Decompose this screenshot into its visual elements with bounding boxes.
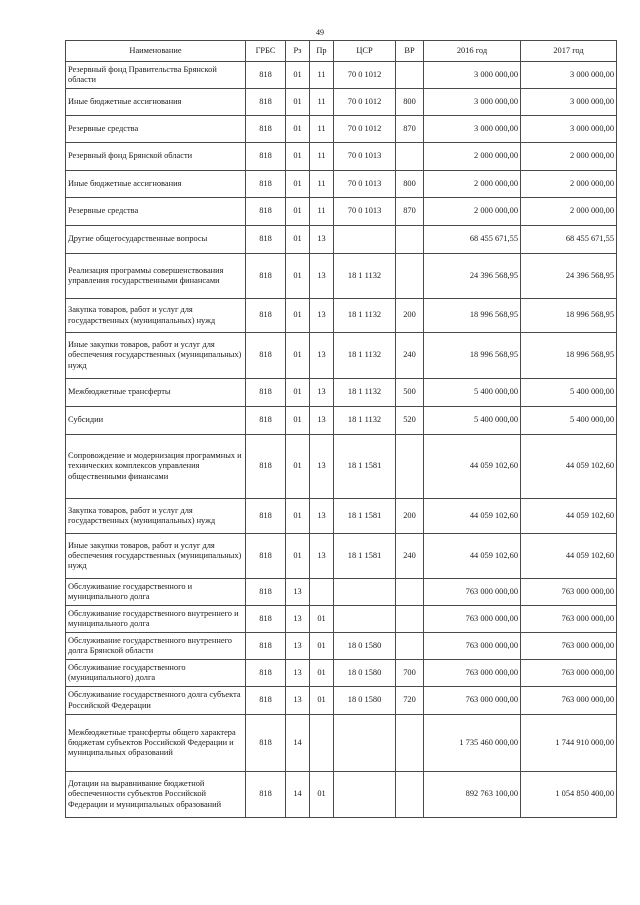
- cell-y2016: 892 763 100,00: [424, 772, 521, 818]
- cell-pr: 13: [310, 534, 334, 579]
- cell-y2016: 2 000 000,00: [424, 171, 521, 198]
- cell-y2017: 763 000 000,00: [521, 660, 617, 687]
- cell-pr: 13: [310, 254, 334, 299]
- cell-y2016: 3 000 000,00: [424, 89, 521, 116]
- cell-rz: 13: [286, 660, 310, 687]
- table-row: [66, 499, 617, 534]
- cell-csr: [334, 579, 396, 606]
- cell-rz: 13: [286, 687, 310, 715]
- cell-rz: 01: [286, 226, 310, 254]
- cell-name: Межбюджетные трансферты общего характера бюджетам субъектов Российской Федерации и муниципальных образований: [66, 715, 246, 772]
- cell-y2016: 18 996 568,95: [424, 299, 521, 333]
- cell-pr: 11: [310, 171, 334, 198]
- table-row: [66, 772, 617, 818]
- table-row: [66, 407, 617, 435]
- cell-pr: 13: [310, 299, 334, 333]
- cell-csr: 70 0 1013: [334, 198, 396, 226]
- cell-grbs: 818: [246, 715, 286, 772]
- cell-grbs: 818: [246, 116, 286, 143]
- table-row: [66, 660, 617, 687]
- cell-rz: 13: [286, 579, 310, 606]
- header-vr: ВР: [396, 41, 424, 62]
- cell-name: Иные закупки товаров, работ и услуг для обеспечения государственных (муниципальных) нужд: [66, 333, 246, 379]
- header-pr: Пр: [310, 41, 334, 62]
- cell-grbs: 818: [246, 333, 286, 379]
- cell-y2017: 763 000 000,00: [521, 606, 617, 633]
- cell-grbs: 818: [246, 435, 286, 499]
- cell-vr: 700: [396, 660, 424, 687]
- cell-grbs: 818: [246, 143, 286, 171]
- cell-y2017: 68 455 671,55: [521, 226, 617, 254]
- cell-rz: 01: [286, 89, 310, 116]
- cell-pr: 11: [310, 143, 334, 171]
- cell-grbs: 818: [246, 633, 286, 660]
- cell-pr: 11: [310, 198, 334, 226]
- cell-grbs: 818: [246, 379, 286, 407]
- cell-y2017: 24 396 568,95: [521, 254, 617, 299]
- cell-pr: 01: [310, 606, 334, 633]
- table-row: [66, 379, 617, 407]
- header-2016: 2016 год: [424, 41, 521, 62]
- cell-grbs: 818: [246, 226, 286, 254]
- cell-rz: 01: [286, 143, 310, 171]
- table-row: [66, 687, 617, 715]
- cell-rz: 01: [286, 407, 310, 435]
- cell-vr: [396, 254, 424, 299]
- header-name: Наименование: [66, 41, 246, 62]
- cell-y2017: 5 400 000,00: [521, 379, 617, 407]
- cell-vr: [396, 226, 424, 254]
- cell-grbs: 818: [246, 89, 286, 116]
- cell-pr: 13: [310, 435, 334, 499]
- cell-rz: 01: [286, 299, 310, 333]
- cell-vr: [396, 715, 424, 772]
- cell-pr: 13: [310, 407, 334, 435]
- cell-rz: 01: [286, 171, 310, 198]
- cell-vr: 870: [396, 116, 424, 143]
- cell-grbs: 818: [246, 772, 286, 818]
- cell-y2016: 763 000 000,00: [424, 633, 521, 660]
- cell-y2016: 763 000 000,00: [424, 660, 521, 687]
- cell-csr: 18 1 1132: [334, 254, 396, 299]
- table-row: [66, 435, 617, 499]
- cell-grbs: 818: [246, 171, 286, 198]
- cell-y2017: 3 000 000,00: [521, 116, 617, 143]
- cell-vr: [396, 772, 424, 818]
- cell-rz: 01: [286, 534, 310, 579]
- cell-pr: [310, 715, 334, 772]
- cell-name: Резервные средства: [66, 116, 246, 143]
- cell-name: Обслуживание государственного внутреннего и муниципального долга: [66, 606, 246, 633]
- cell-y2017: 763 000 000,00: [521, 687, 617, 715]
- cell-pr: 01: [310, 687, 334, 715]
- cell-grbs: 818: [246, 198, 286, 226]
- table-row: [66, 715, 617, 772]
- cell-name: Иные бюджетные ассигнования: [66, 171, 246, 198]
- cell-y2016: 2 000 000,00: [424, 143, 521, 171]
- cell-y2017: 2 000 000,00: [521, 171, 617, 198]
- cell-name: Другие общегосударственные вопросы: [66, 226, 246, 254]
- cell-csr: 18 0 1580: [334, 660, 396, 687]
- cell-name: Межбюджетные трансферты: [66, 379, 246, 407]
- cell-vr: 800: [396, 89, 424, 116]
- cell-y2017: 1 054 850 400,00: [521, 772, 617, 818]
- page-number: 49: [316, 28, 324, 37]
- cell-pr: 11: [310, 89, 334, 116]
- cell-csr: 18 1 1132: [334, 407, 396, 435]
- cell-vr: 870: [396, 198, 424, 226]
- cell-vr: 520: [396, 407, 424, 435]
- cell-grbs: 818: [246, 407, 286, 435]
- cell-y2017: 44 059 102,60: [521, 499, 617, 534]
- budget-table: [65, 40, 617, 818]
- cell-y2016: 2 000 000,00: [424, 198, 521, 226]
- cell-vr: [396, 435, 424, 499]
- cell-name: Закупка товаров, работ и услуг для государственных (муниципальных) нужд: [66, 499, 246, 534]
- cell-csr: 18 1 1581: [334, 534, 396, 579]
- table-row: [66, 226, 617, 254]
- cell-pr: 11: [310, 62, 334, 89]
- cell-y2017: 763 000 000,00: [521, 633, 617, 660]
- cell-name: Реализация программы совершенствования управления государственными финансами: [66, 254, 246, 299]
- cell-rz: 01: [286, 435, 310, 499]
- cell-grbs: 818: [246, 579, 286, 606]
- cell-y2016: 5 400 000,00: [424, 407, 521, 435]
- table-row: [66, 299, 617, 333]
- cell-y2016: 44 059 102,60: [424, 499, 521, 534]
- cell-y2016: 3 000 000,00: [424, 62, 521, 89]
- cell-rz: 01: [286, 499, 310, 534]
- cell-pr: 01: [310, 660, 334, 687]
- cell-y2016: 24 396 568,95: [424, 254, 521, 299]
- cell-y2016: 763 000 000,00: [424, 579, 521, 606]
- cell-csr: 18 1 1132: [334, 379, 396, 407]
- cell-y2016: 1 735 460 000,00: [424, 715, 521, 772]
- header-grbs: ГРБС: [246, 41, 286, 62]
- cell-y2016: 44 059 102,60: [424, 435, 521, 499]
- cell-name: Иные закупки товаров, работ и услуг для обеспечения государственных (муниципальных) нужд: [66, 534, 246, 579]
- cell-rz: 01: [286, 62, 310, 89]
- cell-name: Субсидии: [66, 407, 246, 435]
- cell-grbs: 818: [246, 660, 286, 687]
- table-header-row: [66, 41, 617, 62]
- table-row: [66, 579, 617, 606]
- cell-pr: 13: [310, 333, 334, 379]
- cell-y2016: 68 455 671,55: [424, 226, 521, 254]
- table-row: [66, 333, 617, 379]
- cell-rz: 01: [286, 379, 310, 407]
- cell-y2017: 763 000 000,00: [521, 579, 617, 606]
- cell-name: Обслуживание государственного (муниципального) долга: [66, 660, 246, 687]
- cell-vr: 800: [396, 171, 424, 198]
- table-row: [66, 198, 617, 226]
- header-csr: ЦСР: [334, 41, 396, 62]
- cell-name: Резервный фонд Брянской области: [66, 143, 246, 171]
- cell-pr: 13: [310, 379, 334, 407]
- cell-csr: 70 0 1012: [334, 89, 396, 116]
- table-row: [66, 633, 617, 660]
- cell-grbs: 818: [246, 606, 286, 633]
- cell-name: Обслуживание государственного долга субъекта Российской Федерации: [66, 687, 246, 715]
- table-row: [66, 171, 617, 198]
- table-row: [66, 254, 617, 299]
- table-row: [66, 89, 617, 116]
- cell-y2017: 2 000 000,00: [521, 198, 617, 226]
- header-2017: 2017 год: [521, 41, 617, 62]
- cell-y2017: 1 744 910 000,00: [521, 715, 617, 772]
- cell-y2016: 5 400 000,00: [424, 379, 521, 407]
- cell-csr: [334, 715, 396, 772]
- cell-csr: [334, 226, 396, 254]
- cell-vr: 200: [396, 499, 424, 534]
- cell-grbs: 818: [246, 687, 286, 715]
- cell-csr: 70 0 1013: [334, 171, 396, 198]
- cell-grbs: 818: [246, 534, 286, 579]
- table-row: [66, 143, 617, 171]
- cell-rz: 14: [286, 715, 310, 772]
- cell-vr: [396, 62, 424, 89]
- cell-rz: 01: [286, 254, 310, 299]
- cell-csr: 18 1 1132: [334, 299, 396, 333]
- cell-name: Дотации на выравнивание бюджетной обеспеченности субъектов Российской Федерации и муниципальных образований: [66, 772, 246, 818]
- cell-y2017: 2 000 000,00: [521, 143, 617, 171]
- cell-grbs: 818: [246, 299, 286, 333]
- cell-y2017: 18 996 568,95: [521, 299, 617, 333]
- cell-y2017: 18 996 568,95: [521, 333, 617, 379]
- cell-y2016: 18 996 568,95: [424, 333, 521, 379]
- cell-csr: 18 1 1132: [334, 333, 396, 379]
- cell-y2017: 3 000 000,00: [521, 89, 617, 116]
- cell-rz: 01: [286, 116, 310, 143]
- header-rz: Рз: [286, 41, 310, 62]
- cell-name: Обслуживание государственного внутреннего долга Брянской области: [66, 633, 246, 660]
- cell-y2017: 5 400 000,00: [521, 407, 617, 435]
- cell-csr: [334, 606, 396, 633]
- cell-csr: 18 0 1580: [334, 687, 396, 715]
- table-row: [66, 606, 617, 633]
- cell-name: Закупка товаров, работ и услуг для государственных (муниципальных) нужд: [66, 299, 246, 333]
- cell-pr: 11: [310, 116, 334, 143]
- cell-csr: 70 0 1012: [334, 62, 396, 89]
- cell-name: Сопровождение и модернизация программных и технических комплексов управления общественными финансами: [66, 435, 246, 499]
- cell-rz: 01: [286, 333, 310, 379]
- cell-pr: 01: [310, 772, 334, 818]
- cell-y2017: 3 000 000,00: [521, 62, 617, 89]
- cell-vr: [396, 579, 424, 606]
- cell-pr: [310, 579, 334, 606]
- table-row: [66, 116, 617, 143]
- cell-y2016: 763 000 000,00: [424, 606, 521, 633]
- cell-vr: [396, 143, 424, 171]
- cell-vr: 720: [396, 687, 424, 715]
- cell-grbs: 818: [246, 499, 286, 534]
- cell-vr: 200: [396, 299, 424, 333]
- cell-y2016: 44 059 102,60: [424, 534, 521, 579]
- cell-vr: 500: [396, 379, 424, 407]
- table-row: [66, 534, 617, 579]
- cell-csr: 70 0 1013: [334, 143, 396, 171]
- cell-csr: 70 0 1012: [334, 116, 396, 143]
- cell-rz: 01: [286, 198, 310, 226]
- cell-grbs: 818: [246, 254, 286, 299]
- cell-csr: 18 1 1581: [334, 435, 396, 499]
- cell-pr: 01: [310, 633, 334, 660]
- cell-y2017: 44 059 102,60: [521, 534, 617, 579]
- cell-csr: 18 0 1580: [334, 633, 396, 660]
- cell-vr: [396, 633, 424, 660]
- cell-vr: 240: [396, 333, 424, 379]
- cell-csr: [334, 772, 396, 818]
- cell-grbs: 818: [246, 62, 286, 89]
- cell-rz: 13: [286, 606, 310, 633]
- table-row: [66, 62, 617, 89]
- cell-name: Резервные средства: [66, 198, 246, 226]
- cell-name: Иные бюджетные ассигнования: [66, 89, 246, 116]
- cell-pr: 13: [310, 499, 334, 534]
- cell-csr: 18 1 1581: [334, 499, 396, 534]
- cell-rz: 14: [286, 772, 310, 818]
- cell-pr: 13: [310, 226, 334, 254]
- cell-vr: 240: [396, 534, 424, 579]
- cell-y2016: 3 000 000,00: [424, 116, 521, 143]
- cell-y2017: 44 059 102,60: [521, 435, 617, 499]
- cell-y2016: 763 000 000,00: [424, 687, 521, 715]
- cell-name: Обслуживание государственного и муниципального долга: [66, 579, 246, 606]
- cell-rz: 13: [286, 633, 310, 660]
- cell-vr: [396, 606, 424, 633]
- cell-name: Резервный фонд Правительства Брянской области: [66, 62, 246, 89]
